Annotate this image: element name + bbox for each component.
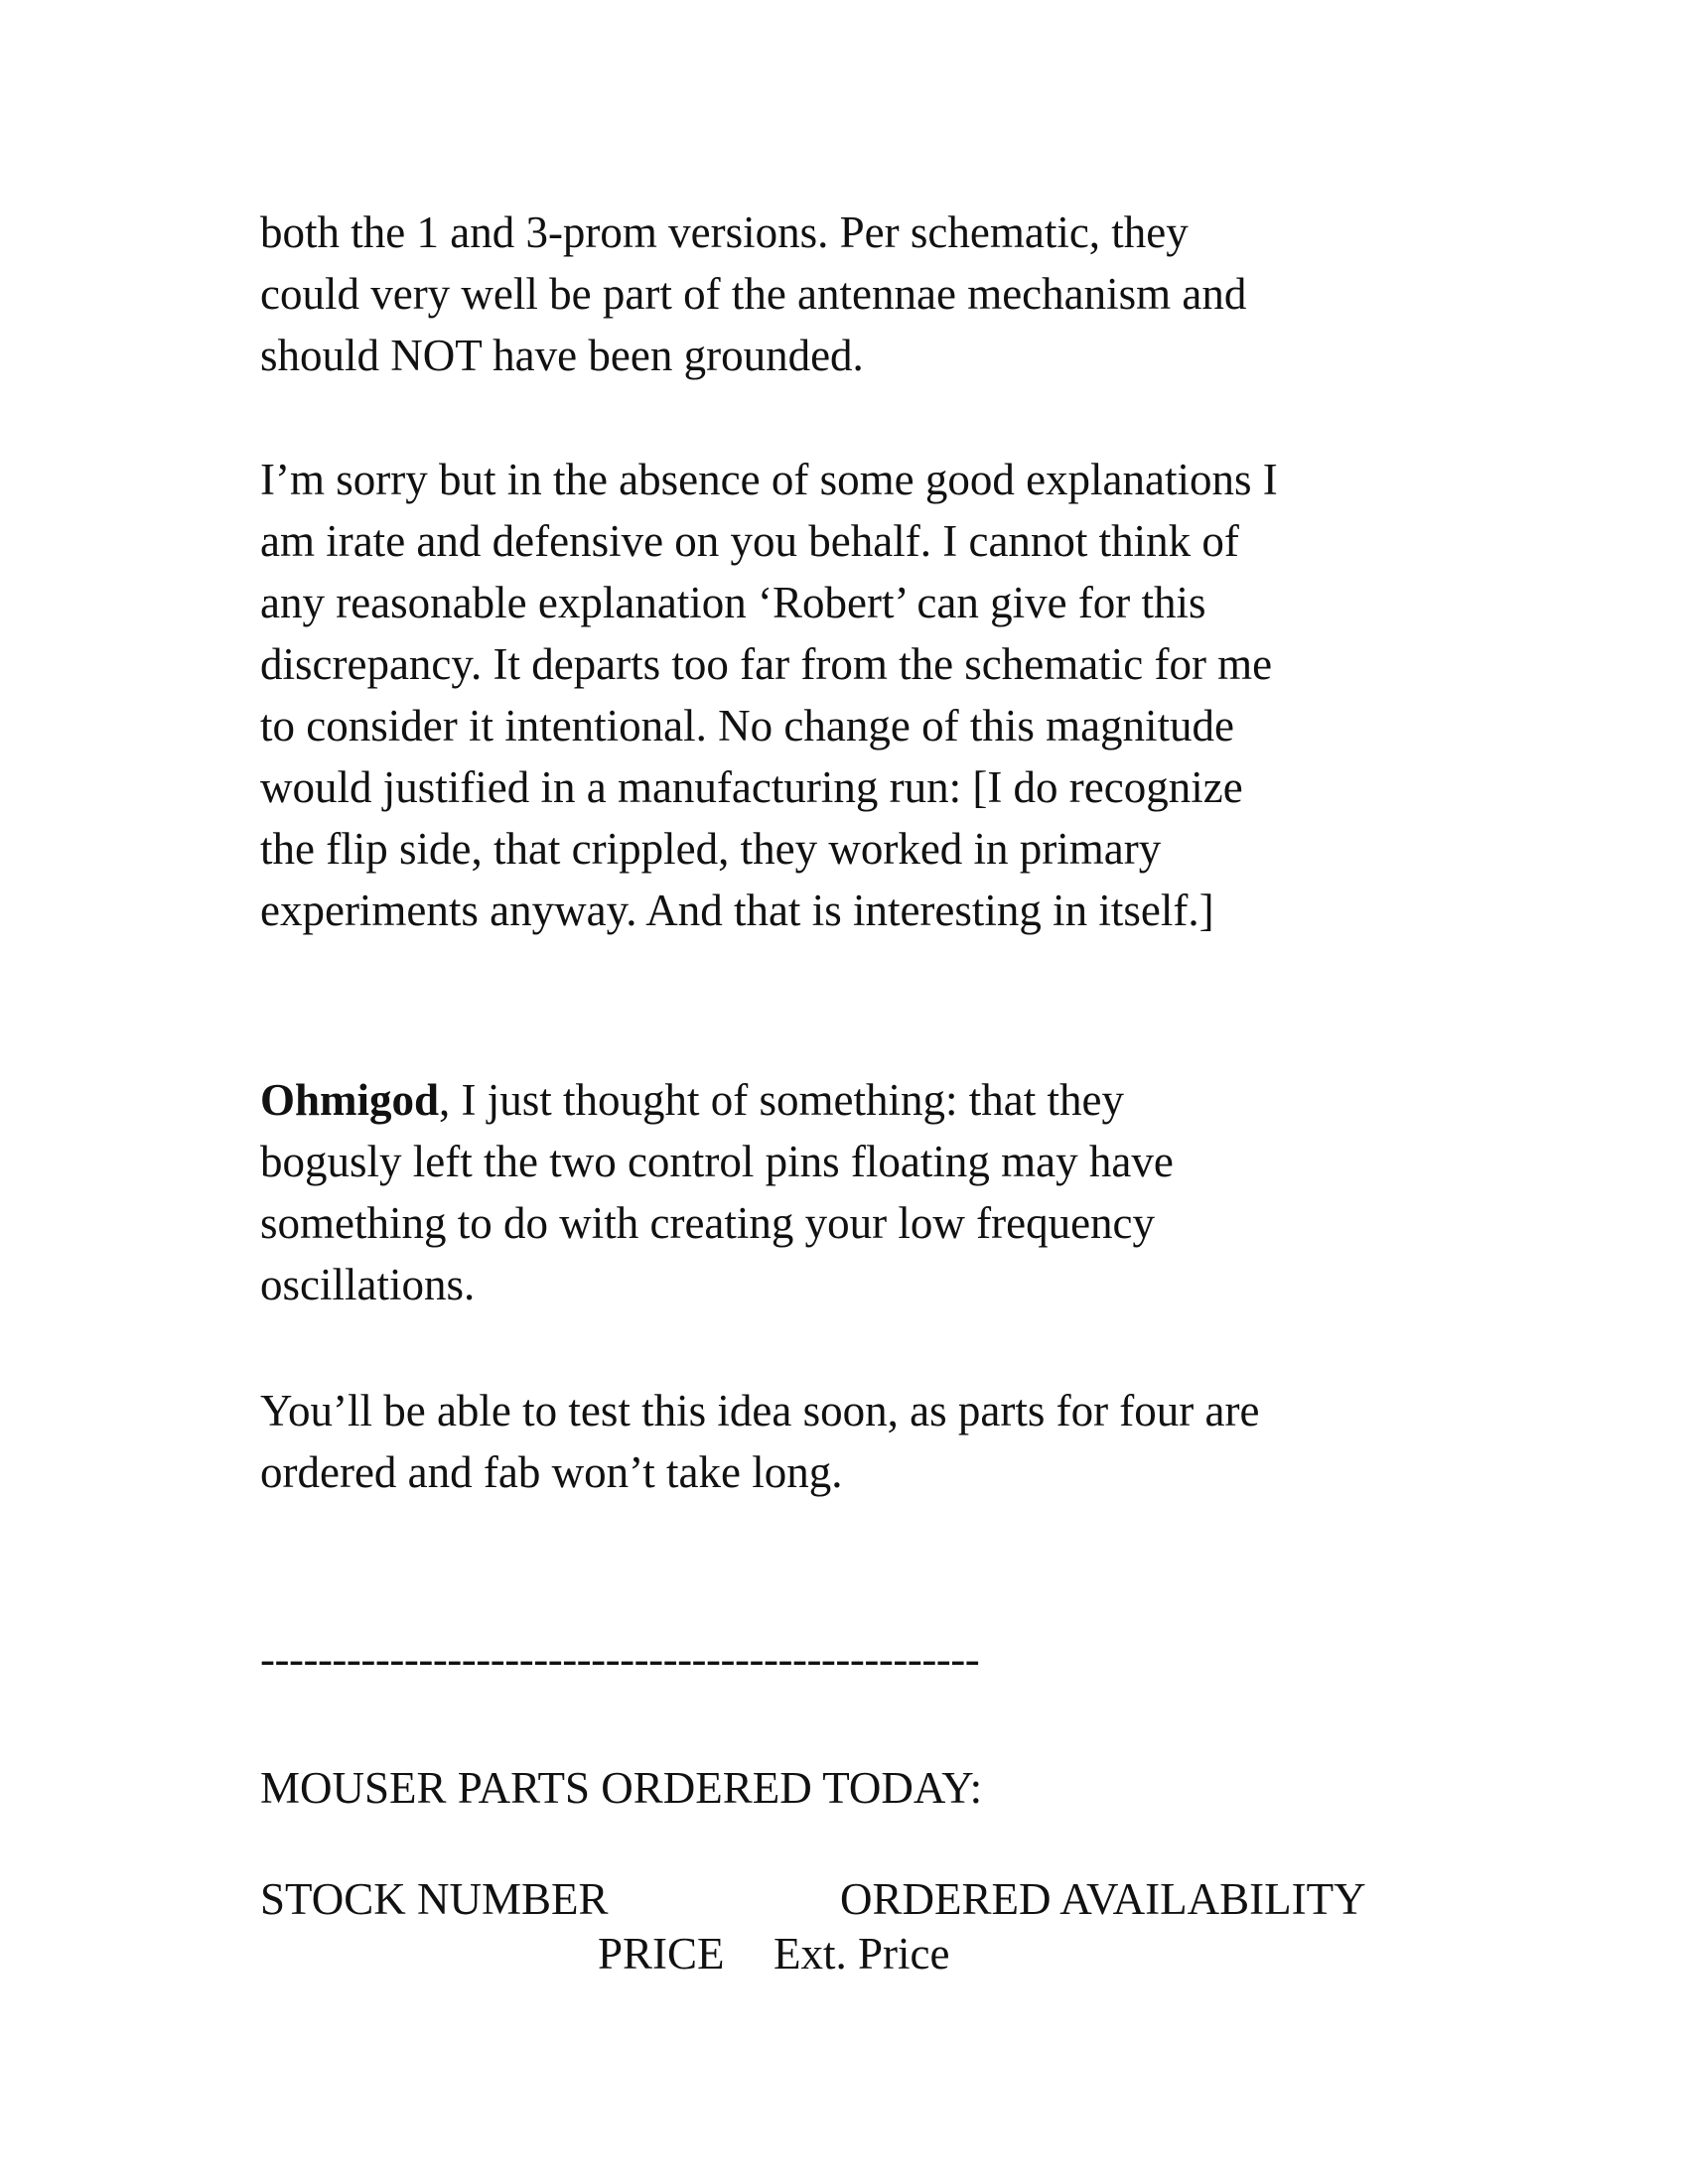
paragraph-1-line: both the 1 and 3-prom versions. Per schematic, they — [260, 207, 1189, 257]
paragraph-3-line: something to do with creating your low frequency — [260, 1198, 1156, 1248]
paragraph-3 — [260, 1069, 1452, 1315]
column-header-ordered-availability: ORDERED AVAILABILITY — [840, 1874, 1366, 1924]
paragraph-4-line: ordered and fab won’t take long. — [260, 1447, 843, 1497]
column-header-price: PRICE — [598, 1929, 725, 1979]
paragraph-2-line: experiments anyway. And that is interesting in itself.] — [260, 886, 1214, 935]
order-heading: MOUSER PARTS ORDERED TODAY: — [260, 1763, 983, 1813]
paragraph-2-line: discrepancy. It departs too far from the schematic for me — [260, 639, 1273, 689]
bold-lead-word: Ohmigod — [260, 1075, 440, 1125]
paragraph-4 — [260, 1380, 1452, 1503]
paragraph-2-line: would justified in a manufacturing run: [I do recognize — [260, 762, 1243, 812]
paragraph-2-line: am irate and defensive on you behalf. I cannot think of — [260, 516, 1239, 566]
paragraph-2-line: the flip side, that crippled, they worked in primary — [260, 824, 1162, 874]
paragraph-2 — [260, 449, 1452, 941]
paragraph-4-line: You’ll be able to test this idea soon, as parts for four are — [260, 1386, 1260, 1435]
column-header-ext-price: Ext. Price — [774, 1929, 950, 1979]
paragraph-1-line: should NOT have been grounded. — [260, 331, 864, 380]
column-header-stock-number: STOCK NUMBER — [260, 1874, 609, 1924]
paragraph-3-first-line — [260, 1069, 1452, 1131]
paragraph-2-line: I’m sorry but in the absence of some good explanations I — [260, 455, 1278, 504]
paragraph-2-line: any reasonable explanation ‘Robert’ can give for this — [260, 578, 1206, 627]
paragraph-3-line: oscillations. — [260, 1260, 476, 1309]
paragraph-1-line: could very well be part of the antennae mechanism and — [260, 269, 1247, 319]
dashed-divider: -------------------------------------------------- — [260, 1634, 980, 1684]
paragraph-2-line: to consider it intentional. No change of this magnitude — [260, 701, 1235, 751]
paragraph-3-line: bogusly left the two control pins floating may have — [260, 1137, 1174, 1186]
first-line-rest: , I just thought of something: that they — [439, 1075, 1124, 1125]
paragraph-1 — [260, 202, 1452, 386]
